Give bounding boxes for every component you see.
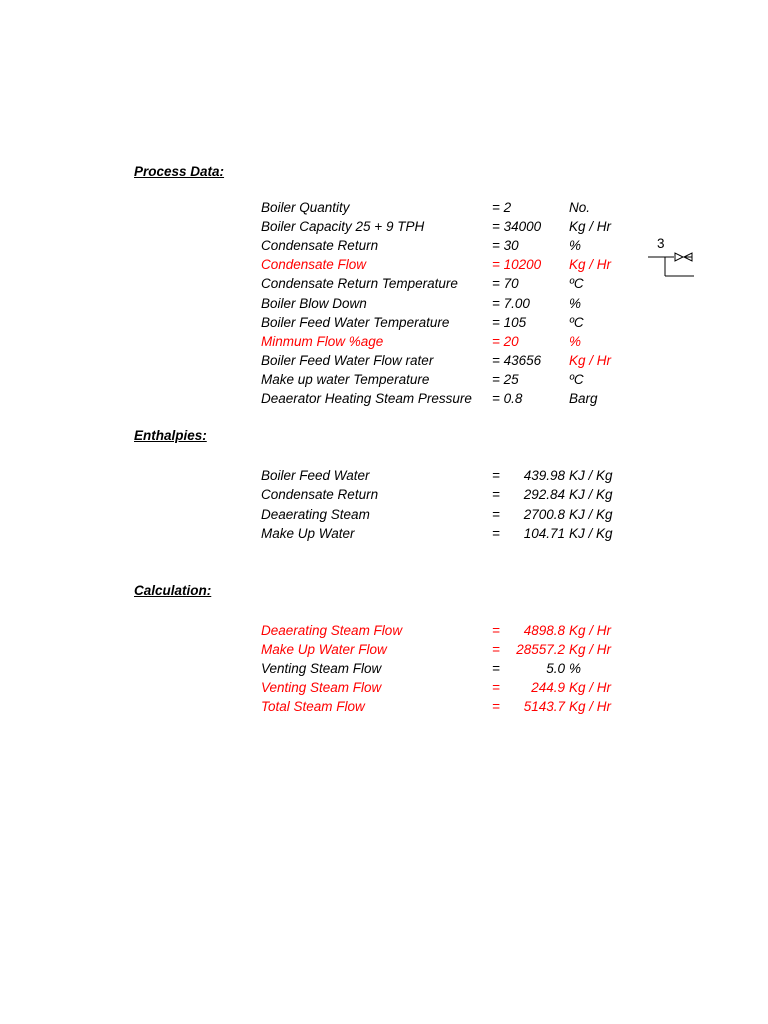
process-unit: No.: [569, 200, 591, 215]
process-unit: ºC: [569, 276, 584, 292]
calculation-number: 28557.2: [516, 642, 565, 658]
process-unit: Barg: [569, 391, 598, 406]
process-row: [0, 351, 768, 370]
enthalpy-number: 2700.8: [523, 506, 565, 522]
calculation-unit: Kg / Hr: [569, 680, 612, 696]
process-data-heading: Process Data:: [134, 164, 225, 179]
process-value: = 7.00: [492, 295, 530, 311]
process-unit: %: [569, 295, 582, 311]
calculation-unit: %: [569, 661, 582, 677]
calculation-number: 244.9: [531, 680, 565, 696]
calculation-equals: =: [492, 623, 500, 638]
process-unit: %: [569, 238, 582, 254]
process-label: Condensate Flow: [261, 257, 367, 273]
process-unit: Kg / Hr: [569, 219, 612, 235]
enthalpy-number: 292.84: [523, 487, 565, 503]
process-value: = 70: [492, 276, 519, 292]
enthalpy-label: Boiler Feed Water: [261, 468, 370, 483]
enthalpy-label: Make Up Water: [261, 525, 355, 541]
calculation-label: Total Steam Flow: [261, 699, 365, 715]
calculation-row: [0, 678, 768, 697]
calculation-number: 5143.7: [523, 699, 565, 715]
process-value: = 20: [492, 333, 519, 349]
enthalpy-row: [0, 485, 768, 504]
calculation-row: [0, 659, 768, 678]
process-label: Deaerator Heating Steam Pressure: [261, 391, 472, 406]
calculation-equals: =: [492, 642, 500, 658]
enthalpy-label: Deaerating Steam: [261, 506, 370, 522]
calculation-unit: Kg / Hr: [569, 623, 612, 638]
process-label: Condensate Return: [261, 238, 379, 254]
enthalpies-heading: Enthalpies:: [134, 428, 207, 443]
enthalpy-unit: KJ / Kg: [569, 487, 613, 503]
process-row: [0, 313, 768, 332]
process-row: [0, 389, 768, 408]
process-value: = 25: [492, 371, 519, 387]
calculation-label: Deaerating Steam Flow: [261, 623, 403, 638]
process-row: [0, 294, 768, 313]
process-unit: ºC: [569, 371, 584, 387]
calculation-number: 4898.8: [523, 623, 565, 638]
process-value: = 105: [492, 314, 527, 330]
process-label: Minmum Flow %age: [261, 333, 384, 349]
calculation-row: [0, 640, 768, 659]
enthalpy-row: [0, 505, 768, 524]
enthalpy-unit: KJ / Kg: [569, 506, 613, 522]
process-label: Boiler Feed Water Flow rater: [261, 352, 434, 368]
process-value: = 34000: [492, 219, 542, 235]
enthalpy-unit: KJ / Kg: [569, 468, 613, 483]
process-unit: %: [569, 333, 582, 349]
process-label: Boiler Blow Down: [261, 295, 367, 311]
calculation-label: Venting Steam Flow: [261, 661, 382, 677]
process-row: [0, 370, 768, 389]
process-value: = 10200: [492, 257, 542, 273]
process-row: [0, 332, 768, 351]
calculation-unit: Kg / Hr: [569, 642, 612, 658]
calculation-row: [0, 697, 768, 716]
enthalpy-equals: =: [492, 525, 500, 541]
process-value: = 43656: [492, 352, 542, 368]
process-unit: Kg / Hr: [569, 257, 612, 273]
process-label: Boiler Capacity 25 + 9 TPH: [261, 219, 425, 235]
calculation-row: [0, 621, 768, 640]
enthalpy-row: [0, 524, 768, 543]
calculation-unit: Kg / Hr: [569, 699, 612, 715]
process-unit: Kg / Hr: [569, 352, 612, 368]
process-row: [0, 217, 768, 236]
enthalpy-equals: =: [492, 468, 500, 483]
process-row: [0, 198, 768, 217]
process-label: Condensate Return Temperature: [261, 276, 458, 292]
process-label: Boiler Quantity: [261, 200, 350, 215]
calculation-equals: =: [492, 680, 500, 696]
calculation-equals: =: [492, 661, 500, 677]
enthalpy-number: 104.71: [523, 525, 565, 541]
enthalpy-label: Condensate Return: [261, 487, 379, 503]
process-label: Boiler Feed Water Temperature: [261, 314, 450, 330]
process-value: = 2: [492, 200, 512, 215]
process-label: Make up water Temperature: [261, 371, 430, 387]
valve-label: 3: [657, 236, 665, 251]
calculation-label: Venting Steam Flow: [261, 680, 382, 696]
calculation-label: Make Up Water Flow: [261, 642, 387, 658]
calculation-heading: Calculation:: [134, 583, 212, 598]
enthalpy-equals: =: [492, 487, 500, 503]
process-value: = 30: [492, 238, 519, 254]
calculation-number: 5.0: [546, 661, 565, 677]
enthalpy-row: [0, 466, 768, 485]
enthalpy-unit: KJ / Kg: [569, 525, 613, 541]
enthalpy-number: 439.98: [523, 468, 565, 483]
calculation-equals: =: [492, 699, 500, 715]
enthalpy-equals: =: [492, 506, 500, 522]
valve-icon: [648, 248, 698, 280]
process-value: = 0.8: [492, 391, 523, 406]
process-unit: ºC: [569, 314, 584, 330]
